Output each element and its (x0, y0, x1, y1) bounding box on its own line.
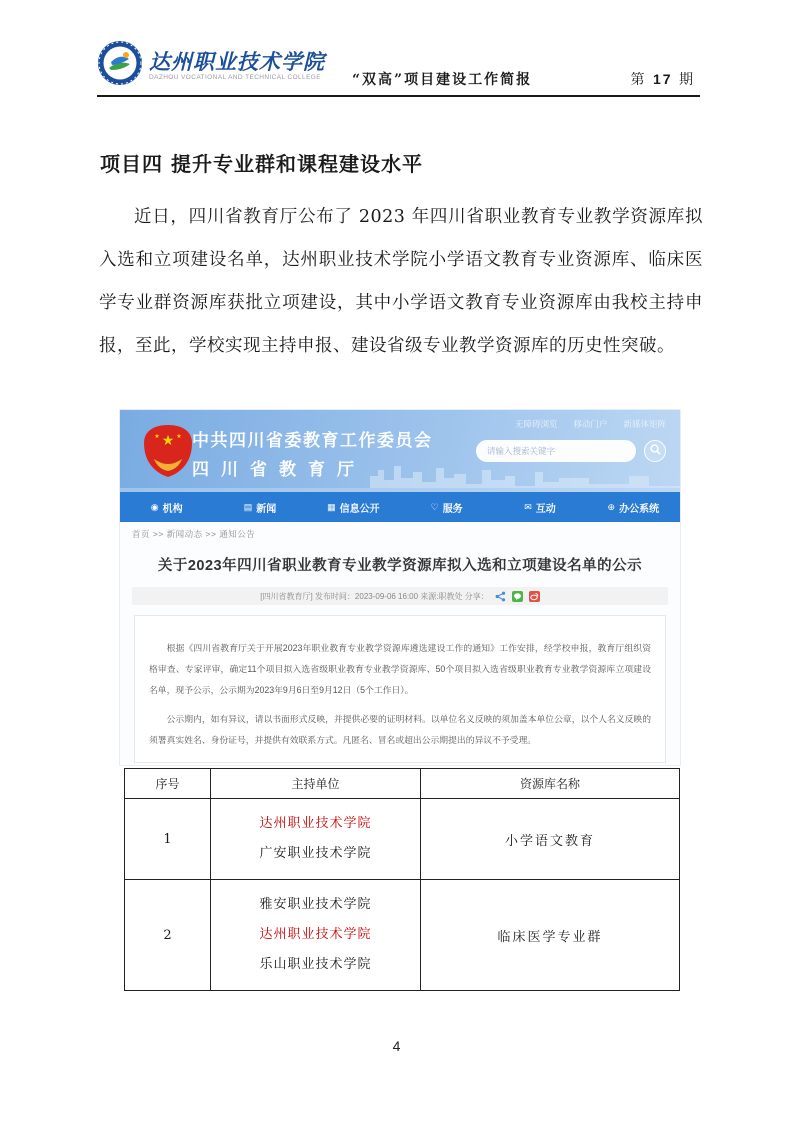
announcement-body (134, 615, 666, 763)
resource-table (124, 768, 680, 991)
table-header-row (125, 769, 680, 799)
site-search (476, 440, 636, 462)
org-icon: ◉ (150, 501, 159, 512)
nav-item-news[interactable] (213, 500, 306, 515)
nav-item-interaction[interactable] (493, 500, 586, 515)
news-icon: ▤ (243, 501, 253, 512)
nav-item-org[interactable] (120, 500, 213, 515)
host-units-cell (211, 880, 421, 991)
table-row (125, 880, 680, 991)
college-name: 达州职业技术学院 (149, 48, 325, 74)
site-header (120, 410, 680, 492)
weibo-share-icon[interactable] (529, 591, 540, 602)
website-screenshot (120, 410, 680, 765)
college-logo-block (97, 40, 325, 90)
nav-item-info-disclosure[interactable] (307, 500, 400, 515)
table-row (125, 799, 680, 880)
issue-number: 第 17 期 (630, 71, 695, 88)
college-name-en: DAZHOU VOCATIONAL AND TECHNICAL COLLEGE (149, 73, 321, 81)
wechat-share-icon[interactable] (512, 591, 523, 602)
host-unit: 雅安职业技术学院 (259, 897, 372, 912)
service-icon: ♡ (430, 501, 439, 512)
svg-text:★: ★ (154, 434, 160, 440)
breadcrumb[interactable]: 首页 >> 新闻动态 >> 通知公告 (132, 529, 256, 539)
search-input[interactable]: 请输入搜索关键字 (476, 440, 636, 462)
host-unit: 广安职业技术学院 (259, 846, 372, 861)
resource-name-cell: 临床医学专业群 (421, 880, 680, 991)
meta-text: [四川省教育厅] 发布时间：2023-09-06 16:00 来源:职教处 分享： (260, 591, 489, 601)
national-emblem-icon (142, 423, 194, 484)
site-name-line1: 中共四川省委教育工作委员会 (192, 431, 433, 450)
site-top-links (515, 418, 666, 430)
office-system-icon: ⊕ (607, 501, 616, 512)
site-nav (120, 492, 680, 522)
search-button[interactable] (644, 440, 666, 462)
top-link-1[interactable]: 移动门户 (573, 419, 608, 429)
table-column-header: 主持单位 (211, 769, 421, 799)
nav-item-service[interactable] (400, 500, 493, 515)
host-unit-highlighted: 达州职业技术学院 (259, 816, 372, 831)
host-unit: 乐山职业技术学院 (259, 957, 372, 972)
nav-item-label: 信息公开 (339, 503, 380, 515)
table-column-header: 序号 (125, 769, 211, 799)
search-icon (650, 442, 661, 460)
nav-item-label: 办公系统 (619, 503, 660, 515)
college-logo-icon (97, 40, 143, 90)
site-name (192, 426, 433, 480)
bulletin-title: “双高”项目建设工作简报 (352, 72, 533, 88)
section-title: 项目四 提升专业群和课程建设水平 (100, 152, 423, 176)
top-link-2[interactable]: 新媒体矩阵 (623, 419, 666, 429)
nav-item-label: 互动 (535, 503, 556, 515)
section-paragraph: 近日，四川省教育厅公布了 2023 年四川省职业教育专业教学资源库拟入选和立项建设名单，达州职业技术学院小学语文教育专业资源库、临床医学专业群资源库获批立项建设，其中小学语文教育专业资源库由我校主持申报，至此，学校实现主持申报、建设省级专业教学资源库的历史性突破。 (99, 207, 703, 356)
bulletin-header (97, 40, 700, 97)
announcement-paragraph-1: 根据《四川省教育厅关于开展2023年职业教育专业教学资源库遴选建设工作的通知》工作安排，经学校申报，教育厅组织资格审查、专家评审，确定11个项目拟入选省级职业教育专业教学资源库、50个项目拟入选省级职业教育专业教学资源库立项建设名单，现予公示，公示期为2023年9月6日至9月12日（5个工作日）。 (149, 643, 651, 695)
top-link-0[interactable]: 无障碍浏览 (514, 419, 558, 429)
svg-text:★: ★ (176, 434, 182, 440)
nav-item-label: 新闻 (256, 503, 277, 515)
site-name-line2: 四川省教育厅 (192, 460, 366, 479)
row-number-cell: 1 (125, 799, 211, 880)
host-units-cell (211, 799, 421, 880)
table-body (125, 799, 680, 991)
nav-item-office-system[interactable] (587, 500, 680, 515)
resource-name-cell: 小学语文教育 (421, 799, 680, 880)
share-icon[interactable] (495, 591, 506, 602)
host-unit-highlighted: 达州职业技术学院 (259, 927, 372, 942)
site-content (120, 522, 680, 765)
svg-text:★: ★ (161, 432, 175, 448)
interaction-icon: ✉ (524, 501, 532, 512)
info-disclosure-icon: ▦ (327, 501, 336, 512)
table-column-header: 资源库名称 (421, 769, 680, 799)
announcement-meta (132, 587, 668, 605)
row-number-cell: 2 (125, 880, 211, 991)
nav-item-label: 机构 (162, 503, 183, 515)
nav-item-label: 服务 (442, 503, 463, 515)
announcement-paragraph-2: 公示期内，如有异议，请以书面形式反映，并提供必要的证明材料。以单位名义反映的须加盖本单位公章，以个人名义反映的须署真实姓名、身份证号，并提供有效联系方式。凡匿名、冒名或超出公示期提出的异议不予受理。 (149, 714, 651, 745)
announcement-title: 关于2023年四川省职业教育专业教学资源库拟入选和立项建设名单的公示 (157, 558, 643, 574)
page-number: 4 (392, 1038, 401, 1054)
